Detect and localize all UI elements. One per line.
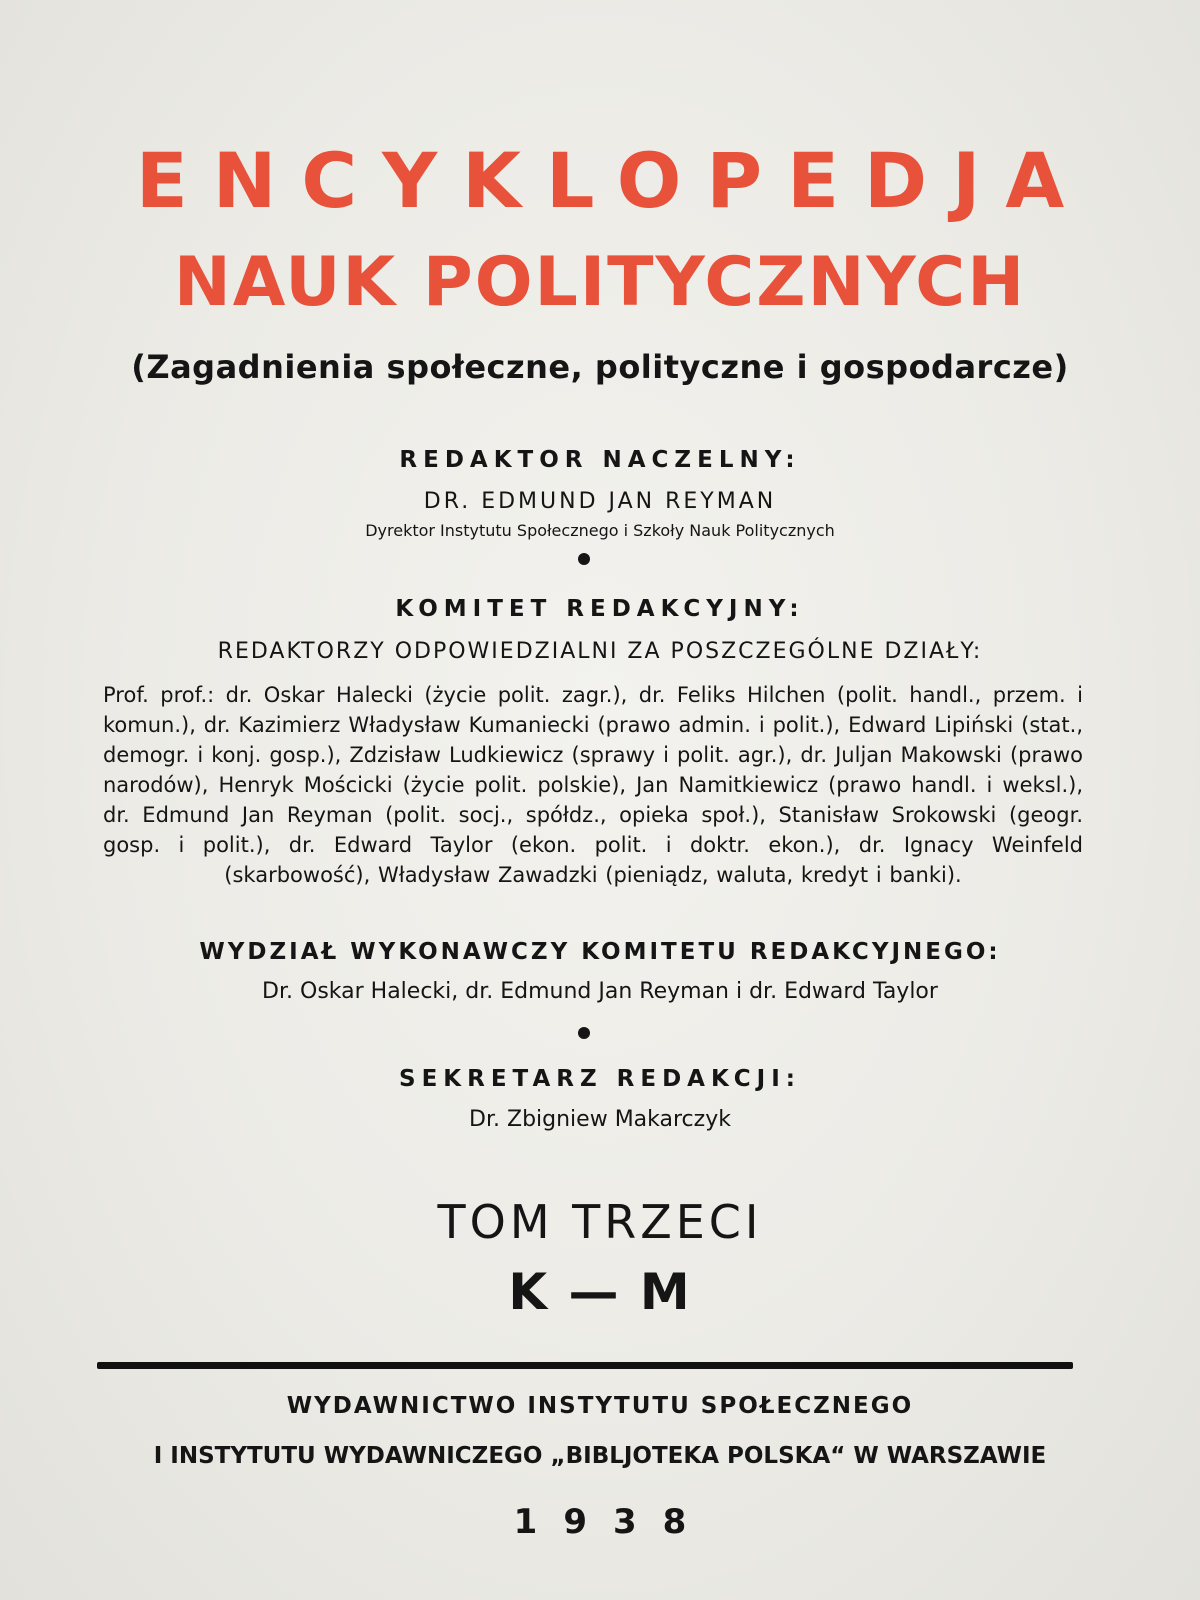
- separator-dot: [578, 1027, 590, 1039]
- volume-label: TOM TRZECI: [437, 1195, 763, 1249]
- encyclopedia-title: ENCYKLOPEDJA: [135, 136, 1090, 225]
- publisher-line-1: WYDAWNICTWO INSTYTUTU SPOŁECZNEGO: [286, 1393, 914, 1419]
- executive-department-heading: WYDZIAŁ WYKONAWCZY KOMITETU REDAKCYJNEGO:: [199, 939, 1001, 965]
- committee-members: Prof. prof.: dr. Oskar Halecki (życie polit. zagr.), dr. Feliks Hilchen (polit. handl., przem. i komun.), dr. Kazimierz Władysław Kumaniecki (prawo admin. i polit.), Edward Lipiński (stat., demogr. i konj. gosp.), Zdzisław Ludkiewicz (sprawy i polit. agr.), dr. Juljan Makowski (prawo narodów), Henryk Mościcki (życie polit. polskie), Jan Namitkiewicz (prawo handl. i weksl.), dr. Edmund Jan Reyman (polit. socj., spółdz., opieka społ.), Stanisław Srokowski (geogr. gosp. i polit.), dr. Edward Taylor (ekon. polit. i doktr. ekon.), dr. Ignacy Weinfeld (skarbowość), Władysław Zawadzki (pieniądz, waluta, kredyt i banki).: [103, 683, 1083, 887]
- publication-year: 1938: [513, 1502, 713, 1542]
- secretary-name: Dr. Zbigniew Makarczyk: [469, 1107, 731, 1132]
- secretary-heading: SEKRETARZ REDAKCJI:: [399, 1066, 801, 1092]
- editor-in-chief-position: Dyrektor Instytutu Społecznego i Szkoły Nauk Politycznych: [365, 521, 835, 540]
- separator-rule: [97, 1362, 1073, 1369]
- editor-in-chief-heading: REDAKTOR NACZELNY:: [399, 447, 801, 473]
- committee-subheading: REDAKTORZY ODPOWIEDZIALNI ZA POSZCZEGÓLNE DZIAŁY:: [217, 639, 983, 664]
- editor-in-chief-name: DR. EDMUND JAN REYMAN: [423, 489, 777, 514]
- executive-department-members: Dr. Oskar Halecki, dr. Edmund Jan Reyman i dr. Edward Taylor: [262, 979, 938, 1004]
- publisher-line-2: I INSTYTUTU WYDAWNICZEGO „BIBLJOTEKA POLSKA“ W WARSZAWIE: [153, 1443, 1047, 1469]
- encyclopedia-subject-title: NAUK POLITYCZNYCH: [173, 243, 1027, 322]
- encyclopedia-subtitle: (Zagadnienia społeczne, polityczne i gospodarcze): [131, 348, 1069, 386]
- volume-range: K — M: [508, 1263, 692, 1321]
- committee-heading: KOMITET REDAKCYJNY:: [395, 596, 805, 622]
- separator-dot: [578, 553, 590, 565]
